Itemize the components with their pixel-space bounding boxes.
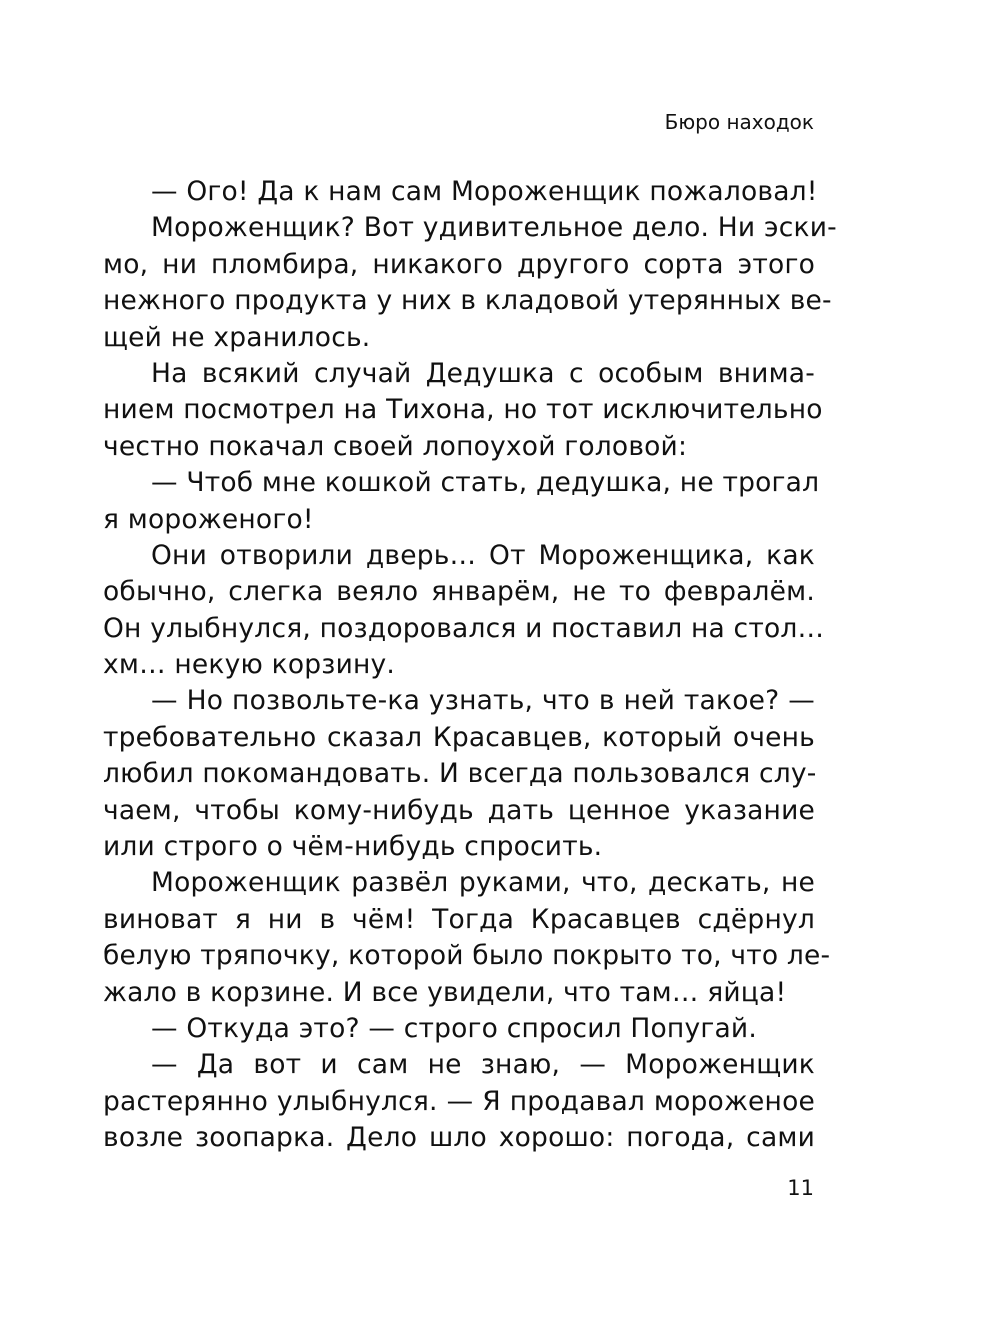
- running-header: Бюро находок: [664, 110, 814, 134]
- text-line: жало в корзине. И все увидели, что там… яйца!: [103, 976, 787, 1008]
- text-line: мо, ни пломбира, никакого другого сорта этого: [103, 248, 815, 280]
- text-line: чаем, чтобы кому-нибудь дать ценное указание: [103, 794, 815, 826]
- text-line: Мороженщик развёл руками, что, дескать, не: [151, 867, 815, 899]
- text-line: честно покачал своей лопоухой головой:: [103, 430, 688, 462]
- text-line: любил покомандовать. И всегда пользовался слу-: [103, 758, 817, 790]
- text-line: На всякий случай Дедушка с особым внима-: [151, 357, 815, 389]
- text-line: — Откуда это? — строго спросил Попугай.: [151, 1012, 757, 1044]
- text-line: щей не хранилось.: [103, 321, 371, 353]
- text-line: — Чтоб мне кошкой стать, дедушка, не трогал: [151, 467, 820, 499]
- text-line: нежного продукта у них в кладовой утерянных ве-: [103, 285, 832, 317]
- text-line: возле зоопарка. Дело шло хорошо: погода, сами: [103, 1122, 815, 1154]
- text-line: — Ого! Да к нам сам Мороженщик пожаловал!: [151, 176, 818, 207]
- text-line: обычно, слегка веяло январём, не то февралём.: [103, 576, 815, 608]
- text-line: — Но позвольте-ка узнать, что в ней такое? —: [151, 685, 815, 717]
- body-text: [103, 174, 837, 1157]
- text-line: Мороженщик? Вот удивительное дело. Ни эски-: [151, 212, 837, 244]
- text-line: Они отворили дверь… От Мороженщика, как: [151, 539, 815, 571]
- page-number: 11: [787, 1176, 814, 1200]
- text-line: хм… некую корзину.: [103, 649, 396, 681]
- text-line: Он улыбнулся, поздоровался и поставил на стол…: [103, 612, 825, 644]
- text-line: требовательно сказал Красавцев, который очень: [103, 721, 815, 753]
- text-line: нием посмотрел на Тихона, но тот исключительно: [103, 394, 823, 426]
- text-line: я мороженого!: [103, 503, 314, 535]
- text-line: виноват я ни в чём! Тогда Красавцев сдёрнул: [103, 903, 815, 935]
- text-line: белую тряпочку, которой было покрыто то, что ле-: [103, 940, 831, 972]
- text-line: растерянно улыбнулся. — Я продавал мороженое: [103, 1085, 815, 1117]
- text-line: или строго о чём-нибудь спросить.: [103, 831, 603, 863]
- text-line: — Да вот и сам не знаю, — Мороженщик: [151, 1049, 815, 1081]
